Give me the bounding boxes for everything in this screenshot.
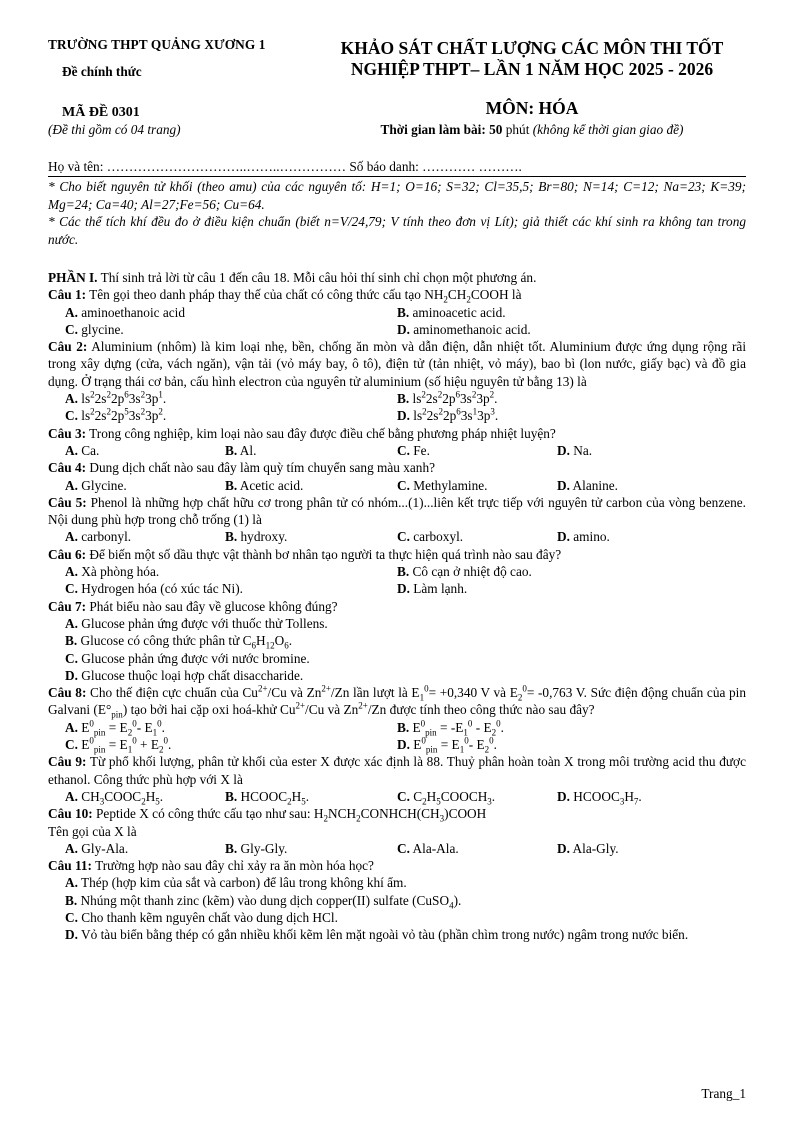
time-note: (không kể thời gian giao đề) [532, 122, 684, 137]
option-a[interactable]: A. Xà phòng hóa. [65, 564, 160, 580]
question-text: Để biến một số dầu thực vật thành bơ nhân tạo người ta thực hiện quá trình nào sau đây? [89, 546, 562, 562]
option-c[interactable]: C. $E^0_{pin} = E_1^0 + E_2^0$. [65, 735, 172, 755]
option-b[interactable]: B. Glucose có công thức phân tử $C_6H_{12}O_6$. [65, 633, 293, 651]
option-d[interactable]: D. $E^0_{pin} = E_1^0-$ $E_2^0$. [397, 735, 497, 755]
option-a[interactable]: A. carbonyl. [65, 529, 132, 545]
option-d[interactable]: D. Alanine. [557, 477, 618, 493]
question-label: Câu 7: [48, 598, 87, 614]
question-label: Câu 11: [48, 858, 92, 874]
option-a[interactable]: A. aminoethanoic acid [65, 304, 186, 320]
question-4 [48, 459, 746, 476]
option-c[interactable]: C. Fe. [397, 442, 430, 458]
option-b[interactable]: B. Nhúng một thanh zinc (kẽm) vào dung dịch copper(II) sulfate (CuSO$_4$). [65, 892, 462, 911]
question-text: Phát biểu nào sau đây về glucose không đúng? [89, 598, 338, 614]
question-label: Câu 9: [48, 754, 87, 770]
option-d[interactable]: D. Vỏ tàu biển bằng thép có gắn nhiều khối kẽm lên mặt ngoài vỏ tàu (phần chìm trong nước) ngâm trong nước biển. [65, 927, 689, 943]
options-4 [48, 477, 746, 494]
part-label: PHẦN I. [48, 270, 98, 285]
option-d[interactable]: D. Làm lạnh. [397, 581, 468, 597]
question-text: Trường hợp nào sau đây chỉ xảy ra ăn mòn hóa học? [95, 858, 374, 874]
option-d[interactable]: D. $ls^22s^22p^63s^13p^3$. [397, 406, 499, 424]
note-atomic-mass: * Cho biết nguyên tử khối (theo amu) của các nguyên tố: H=1; O=16; S=32; Cl=35,5; Br=80; N=14; C=12; Na=23; K=39; Mg=24; Ca=40; Al=27;Fe=56; Cu=64. [48, 179, 746, 212]
question-label: Câu 3: [48, 425, 87, 441]
options-2 [48, 390, 746, 425]
time-unit: phút [505, 122, 530, 137]
option-a[interactable]: A. Ca. [65, 442, 100, 458]
option-a[interactable]: A. Glycine. [65, 477, 127, 493]
question-6 [48, 546, 746, 563]
option-b[interactable]: B. Gly-Gly. [225, 840, 288, 856]
option-a[interactable]: A. Glucose phản ứng được với thuốc thử Tollens. [65, 615, 328, 631]
question-2 [48, 338, 746, 390]
question-8: Câu 8: Cho thế điện cực chuẩn của $Cu^{2+}/Cu$ và $Zn^{2+}/Zn$ lần lượt là $E_1^0= +0,340$ V và $E_2^0= -0,763$ V. Sức điện động chuẩn của pin Galvani $(E^\circ_{pin})$ tạo bởi hai cặp oxi hoá-khử $Cu^{2+}/Cu$ và $Zn^{2+}/Zn$ được tính theo công thức nào sau đây? [48, 683, 747, 721]
notes [48, 178, 746, 248]
question-10: Câu 10: Peptide X có công thức cấu tạo như sau: $H_2NCH_2CONHCH(CH_3)COOH$ [48, 806, 487, 824]
question-text: Phenol là những hợp chất hữu cơ trong phân tử có nhóm...(1)...liên kết trực tiếp với nguyên tử carbon của vòng benzene. Nội dung phù hợp trong chỗ trống (1) là [48, 494, 747, 528]
option-c[interactable]: C. Hydrogen hóa (có xúc tác Ni). [65, 581, 243, 597]
option-c[interactable]: C. glycine. [65, 321, 124, 337]
option-a[interactable]: A. $CH_3COOC_2H_5$. [65, 788, 164, 807]
option-d[interactable]: D. amino. [557, 529, 610, 545]
question-label: Câu 10: [48, 806, 93, 822]
option-d[interactable]: D. Glucose thuộc loại hợp chất disaccharide. [65, 667, 304, 683]
question-text: Dung dịch chất nào sau đây làm quỳ tím chuyển sang màu xanh? [89, 460, 436, 476]
exam-title-line2: NGHIỆP THPT– LẦN 1 NĂM HỌC 2025 - 2026 [350, 59, 714, 79]
part-heading [48, 269, 746, 286]
option-c[interactable]: C. $C_2H_5COOCH_3$. [397, 788, 496, 807]
option-b[interactable]: B. Acetic acid. [225, 477, 304, 493]
question-5 [48, 494, 746, 529]
option-d[interactable]: D. Ala-Gly. [557, 840, 619, 856]
question-label: Câu 2: [48, 339, 88, 355]
question-text: Aluminium (nhôm) là kim loại nhẹ, bền, chống ăn mòn và dẫn điện, dẫn nhiệt tốt. Aluminium được ứng dụng rộng rãi trong xây dựng (cửa, vách ngăn), vận tải (vỏ máy bay, ô tô), điện tử (tản nhiệt, vỏ máy), bao bì (lon nước, giấy bạc) và đồ gia dụng. Ở trạng thái cơ bản, cấu hình electron của nguyên tử aluminium (số hiệu nguyên tử bằng 13) là [48, 339, 747, 389]
option-c[interactable]: C. Ala-Ala. [397, 840, 459, 856]
questions [48, 269, 746, 944]
question-text: Tên gọi theo danh pháp thay thế của chất có công thức cấu tạo NH [89, 287, 444, 303]
option-a[interactable]: A. $ls^22s^22p^63s^23p^1$. [65, 389, 167, 407]
option-c[interactable]: C. carboxyl. [397, 529, 464, 545]
option-b[interactable]: B. Al. [225, 442, 257, 458]
options-11 [48, 874, 746, 926]
options-8 [48, 719, 746, 754]
exam-title [318, 38, 746, 80]
option-b[interactable]: B. Cô cạn ở nhiệt độ cao. [397, 564, 532, 580]
option-c[interactable]: C. Methylamine. [397, 477, 488, 493]
note-gas: * Các thể tích khí đều đo ở điều kiện chuẩn (biết n=V/24,79; V tính theo đơn vị Lít); giả thiết các khí sinh ra không tan trong nước. [48, 214, 746, 247]
question-text: Peptide X có công thức cấu tạo như sau: H [96, 806, 324, 822]
question-label: Câu 4: [48, 460, 87, 476]
options-3 [48, 442, 746, 459]
time-limit [318, 121, 746, 138]
option-c[interactable]: C. $ls^22s^22p^53s^23p^2$. [65, 406, 167, 424]
options-5 [48, 528, 746, 545]
option-a[interactable]: A. Thép (hợp kim của sắt và carbon) để lâu trong không khí ẩm. [65, 875, 407, 891]
option-b[interactable]: B. aminoacetic acid. [397, 304, 506, 320]
question-label: Câu 8: [48, 685, 87, 701]
question-label: Câu 6: [48, 546, 87, 562]
school-name: TRƯỜNG THPT QUẢNG XƯƠNG 1 [48, 37, 266, 52]
official-label: Đề chính thức [62, 64, 142, 80]
option-a[interactable]: A. $E^0_{pin} = E_2^0-$ $E_1^0$. [65, 718, 165, 738]
options-6 [48, 563, 746, 598]
subject-title: MÔN: HÓA [485, 98, 579, 118]
option-b[interactable]: B. $ls^22s^22p^63s^23p^2$. [397, 389, 498, 407]
option-c[interactable]: C. Cho thanh kẽm nguyên chất vào dung dịch HCl. [65, 909, 338, 925]
option-b[interactable]: B. $HCOOC_2H_5$. [225, 788, 310, 807]
question-text: Trong công nghiệp, kim loại nào sau đây được điều chế bằng phương pháp nhiệt luyện? [89, 425, 556, 441]
question-label: Câu 5: [48, 494, 87, 510]
question-7 [48, 598, 746, 615]
exam-title-line1: KHẢO SÁT CHẤT LƯỢNG CÁC MÔN THI TỐT [340, 38, 724, 58]
option-a[interactable]: A. Gly-Ala. [65, 840, 129, 856]
question-9 [48, 753, 746, 788]
question-text: Từ phổ khối lượng, phân tử khối của ester X được xác định là 88. Thuỷ phân hoàn toàn X trong môi trường acid thu được ethanol. Công thức phù hợp với X là [48, 754, 746, 787]
part-text: Thí sinh trả lời từ câu 1 đến câu 18. Mỗi câu hỏi thí sinh chỉ chọn một phương án. [100, 270, 537, 285]
options-7 [48, 615, 746, 684]
option-b[interactable]: B. $E^0_{pin} = -E_1^0 - E_2^0$. [397, 718, 504, 738]
candidate-info-line: Họ và tên: …………………………..……..…………… Số báo danh: ………… ………. [48, 159, 522, 174]
question-label: Câu 1: [48, 287, 87, 303]
header-divider [48, 176, 746, 177]
option-d[interactable]: D. Na. [557, 442, 593, 458]
option-b[interactable]: B. hydroxy. [225, 529, 288, 545]
options-9 [48, 788, 746, 805]
header-left [48, 36, 318, 81]
question-1: Câu 1: Tên gọi theo danh pháp thay thế của chất có công thức cấu tạo $NH_2CH_2COOH$ là [48, 287, 522, 305]
pages-note: (Đề thi gồm có 04 trang) [48, 122, 181, 137]
page-number: Trang_1 [701, 1086, 746, 1101]
question-3 [48, 425, 746, 442]
exam-code: MÃ ĐỀ 0301 [62, 105, 140, 120]
time-label: Thời gian làm bài: 50 [380, 122, 503, 137]
question-11 [48, 857, 746, 874]
question-10-subtext: Tên gọi của X là [48, 823, 137, 839]
option-d[interactable]: D. $HCOOC_3H_7$. [557, 788, 642, 807]
option-d[interactable]: D. aminomethanoic acid. [397, 321, 531, 337]
options-1 [48, 304, 746, 339]
options-10 [48, 840, 746, 857]
option-c[interactable]: C. Glucose phản ứng được với nước bromine. [65, 650, 310, 666]
